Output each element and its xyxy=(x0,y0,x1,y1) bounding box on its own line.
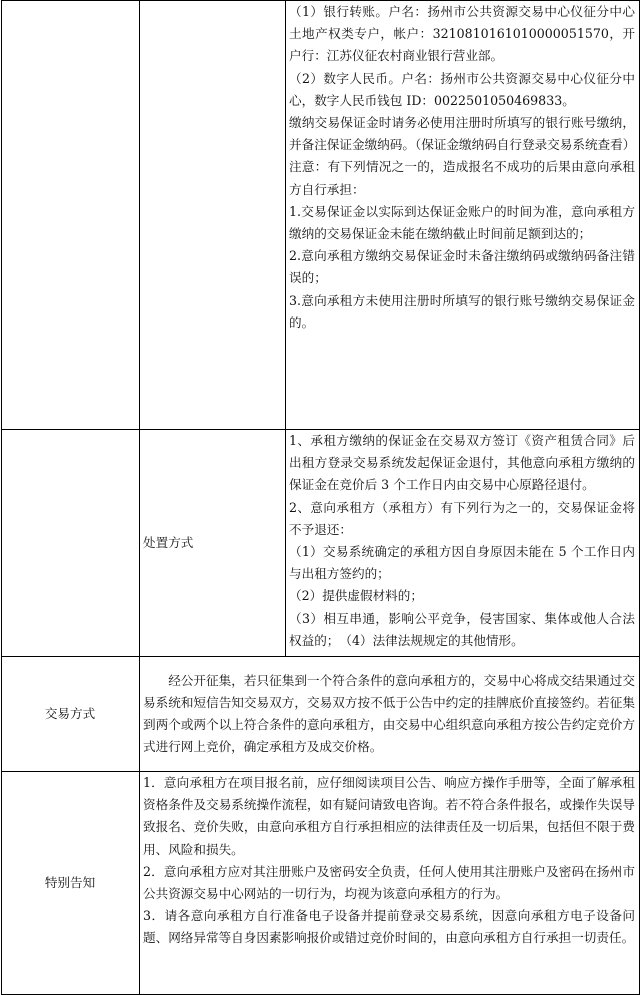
notice-label: 特别告知 xyxy=(2,772,140,995)
transaction-text: 经公开征集，若只征集到一个符合条件的意向承租方的，交易中心将成交结果通过交易系统和短信告知交易双方，交易双方按不低于公告中约定的挂牌底价直接签约。若征集到两个或两个以上符合条件的意向承租方，由交易中心组织意向承租方按公告约定竞价方式进行网上竞价，确定承租方及成交价格。 xyxy=(143,672,635,755)
blank-left-cell-2 xyxy=(2,430,140,657)
transaction-label: 交易方式 xyxy=(2,657,140,772)
deposit-payment-row xyxy=(2,1,640,430)
attention-item-2: 2.意向承租方缴纳交易保证金时未备注缴纳码或缴纳码备注错误的； xyxy=(289,248,635,286)
payment-requirement-paragraph: 缴纳交易保证金时请务必使用注册时所填写的银行账号缴纳，并备注保证金缴纳码。（保证金缴纳码自行登录交易系统查看） xyxy=(289,115,636,153)
transaction-cell xyxy=(140,657,640,772)
disposal-cell xyxy=(286,430,640,657)
deposit-payment-cell xyxy=(286,1,640,430)
disposal-refund-paragraph: 1、承租方缴纳的保证金在交易双方签订《资产租赁合同》后出租方登录交易系统发起保证金退付，其他意向承租方缴纳的保证金在竞价后 3 个工作日内由交易中心原路径退付。 xyxy=(289,433,635,493)
blank-left-cell xyxy=(2,1,140,430)
notice-cell xyxy=(140,772,640,995)
disposal-forfeit-paragraph: 2、意向承租方（承租方）有下列行为之一的，交易保证金将不予退还： xyxy=(289,499,635,537)
notice-item-2: 2．意向承租方应对其注册账户及密码安全负责，任何人使用其注册账户及密码在扬州市公共资源交易中心网站的一切行为，均视为该意向承租方的行为。 xyxy=(143,863,635,902)
attention-item-1: 1.交易保证金以实际到达保证金账户的时间为准，意向承租方缴纳的交易保证金未能在缴纳截止时间前足额到达的； xyxy=(289,203,635,242)
bank-transfer-paragraph: （1）银行转账。户名：扬州市公共资源交易中心仪征分中心土地产权类专户，帐户：3210810161010000051570，开户行：江苏仪征农村商业银行营业部。 xyxy=(289,4,635,64)
disposal-item-3-4: （3）相互串通，影响公平竞争，侵害国家、集体或他人合法权益的； （4）法律法规规定的其他情形。 xyxy=(289,610,635,648)
disposal-label: 处置方式 xyxy=(140,430,286,657)
digital-rmb-paragraph: （2）数字人民币。户名：扬州市公共资源交易中心仪征分中心，数字人民币钱包 ID：0022501050469833。 xyxy=(289,70,635,108)
notice-item-3: 3．请各意向承租方自行准备电子设备并提前登录交易系统，因意向承租方电子设备问题、网络异常等自身因素影响报价或错过竞价时间的，由意向承租方自行承担一切责任。 xyxy=(143,908,635,946)
attention-item-3: 3.意向承租方未使用注册时所填写的银行账号缴纳交易保证金的。 xyxy=(289,292,635,330)
transaction-row xyxy=(2,657,640,772)
notice-row xyxy=(2,772,640,995)
disposal-item-1: （1）交易系统确定的承租方因自身原因未能在 5 个工作日内与出租方签约的； xyxy=(289,544,635,582)
blank-sub-cell xyxy=(140,1,286,430)
rental-announcement-table xyxy=(1,0,640,995)
disposal-row xyxy=(2,430,640,657)
notice-item-1: 1．意向承租方在项目报名前，应仔细阅读项目公告、响应方操作手册等，全面了解承租资格条件及交易系统操作流程，如有疑问请致电咨询。若不符合条件报名，或操作失误导致报名、竞价失败，由意向承租方自行承担相应的法律责任及一切后果，包括但不限于费用、风险和损失。 xyxy=(143,775,635,857)
attention-paragraph: 注意：有下列情况之一的，造成报名不成功的后果由意向承租方自行承担： xyxy=(289,159,635,197)
disposal-item-2: （2）提供虚假材料的； xyxy=(289,588,423,604)
